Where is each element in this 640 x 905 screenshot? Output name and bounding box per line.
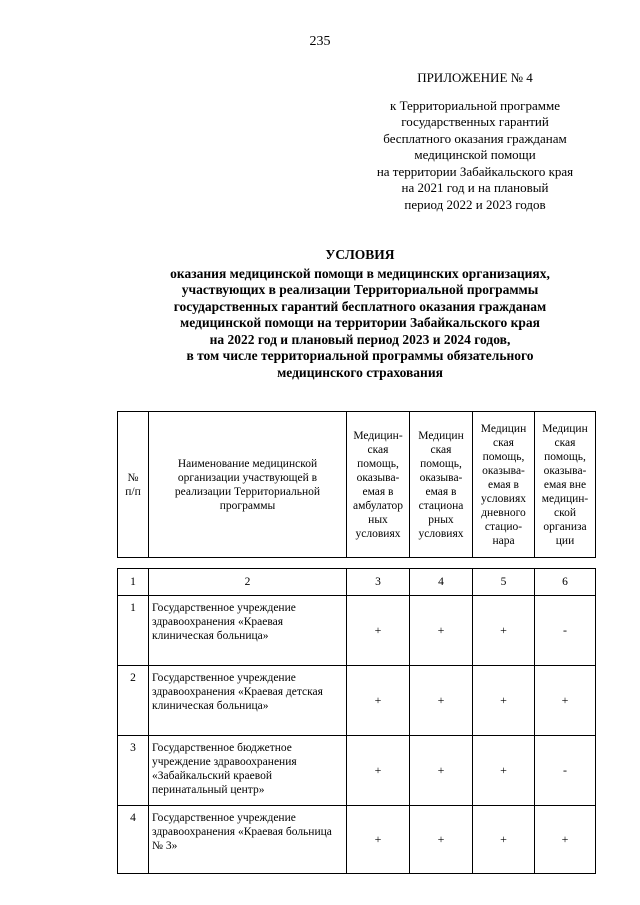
header-outside-cell xyxy=(535,412,596,558)
header-line: оказыва- xyxy=(482,464,525,477)
header-name-cell: Наименование медицинской организации участвующей в реализации Территориальной программы xyxy=(149,412,347,558)
column-number: 5 xyxy=(473,569,535,596)
organization-name: Государственное учреждение здравоохранения «Краевая клиническая больница» xyxy=(149,596,347,666)
header-line: рных xyxy=(428,513,454,526)
row-number: 3 xyxy=(118,736,149,806)
ambulatory-mark: + xyxy=(347,666,410,736)
header-line: нара xyxy=(492,534,515,547)
appendix-title: ПРИЛОЖЕНИЕ № 4 xyxy=(417,70,533,85)
appendix-block xyxy=(340,70,610,213)
day-hospital-mark: + xyxy=(473,596,535,666)
header-line: дневного xyxy=(481,506,526,519)
header-inpatient-cell xyxy=(410,412,473,558)
day-hospital-mark: + xyxy=(473,806,535,874)
header-line: организа xyxy=(543,520,587,533)
header-line: помощь, xyxy=(482,450,525,463)
header-line: ская xyxy=(493,436,514,449)
header-line: стациона xyxy=(418,499,464,512)
table-body xyxy=(117,568,596,874)
header-line: помощь, xyxy=(420,457,462,470)
header-line: амбулатор xyxy=(353,499,403,512)
organization-name: Государственное бюджетное учреждение здравоохранения «Забайкальский краевой перинатальный центр» xyxy=(149,736,347,806)
table-row xyxy=(118,666,596,736)
inpatient-mark: + xyxy=(410,596,473,666)
header-line: Медицин xyxy=(480,422,527,435)
header-line: Медицин xyxy=(542,422,588,435)
header-line: медицин- xyxy=(541,492,589,505)
organization-name: Государственное учреждение здравоохранения «Краевая больница № 3» xyxy=(149,806,347,874)
outside-mark: - xyxy=(535,736,596,806)
heading-line: на 2022 год и плановый период 2023 и 2024 годов, xyxy=(209,331,511,347)
header-num-line: № xyxy=(127,471,139,484)
outside-mark: + xyxy=(535,666,596,736)
column-number: 2 xyxy=(149,569,347,596)
header-line: ных xyxy=(368,513,388,526)
inpatient-mark: + xyxy=(410,806,473,874)
appendix-line: на 2021 год и на плановый xyxy=(401,180,549,195)
header-line: условиях xyxy=(418,527,464,540)
header-line: помощь, xyxy=(544,450,586,463)
heading-line: медицинской помощи на территории Забайкальского края xyxy=(180,315,540,330)
header-line: ции xyxy=(555,534,575,547)
header-line: емая в xyxy=(487,478,519,491)
header-num-cell xyxy=(118,412,149,558)
appendix-line: государственных гарантий xyxy=(401,114,549,129)
day-hospital-mark: + xyxy=(473,736,535,806)
heading-title: УСЛОВИЯ xyxy=(325,247,395,262)
column-number: 6 xyxy=(535,569,596,596)
appendix-line: на территории Забайкальского края xyxy=(376,163,574,179)
organization-name: Государственное учреждение здравоохранения «Краевая детская клиническая больница» xyxy=(149,666,347,736)
header-line: емая в xyxy=(362,485,394,498)
column-number: 4 xyxy=(410,569,473,596)
appendix-line: к Территориальной программе xyxy=(390,97,560,113)
header-line: оказыва- xyxy=(356,471,400,484)
header-day-hospital-cell xyxy=(473,412,535,558)
heading-line: оказания медицинской помощи в медицинских организациях, xyxy=(170,265,550,281)
day-hospital-mark: + xyxy=(473,666,535,736)
header-line: ской xyxy=(553,506,576,519)
appendix-line: период 2022 и 2023 годов xyxy=(404,196,546,212)
row-number: 2 xyxy=(118,666,149,736)
heading-line: медицинского страхования xyxy=(277,364,443,380)
ambulatory-mark: + xyxy=(347,736,410,806)
ambulatory-mark: + xyxy=(347,806,410,874)
header-line: ская xyxy=(554,436,576,449)
header-line: ская xyxy=(367,443,389,456)
header-line: помощь, xyxy=(357,457,399,470)
row-number: 4 xyxy=(118,806,149,874)
inpatient-mark: + xyxy=(410,666,473,736)
column-numbers-row xyxy=(118,569,596,596)
appendix-line: бесплатного оказания гражданам xyxy=(383,130,567,146)
header-line: оказыва- xyxy=(419,471,463,484)
table-row xyxy=(118,736,596,806)
column-number: 1 xyxy=(118,569,149,596)
table-row xyxy=(118,596,596,666)
outside-mark: + xyxy=(535,806,596,874)
appendix-line: медицинской помощи xyxy=(414,147,536,162)
header-line: емая вне xyxy=(543,478,587,491)
header-line: условиях xyxy=(355,527,401,540)
header-line: емая в xyxy=(425,485,457,498)
row-number: 1 xyxy=(118,596,149,666)
ambulatory-mark: + xyxy=(347,596,410,666)
inpatient-mark: + xyxy=(410,736,473,806)
header-ambulatory-cell xyxy=(347,412,410,558)
header-line: ская xyxy=(430,443,452,456)
header-line: условиях xyxy=(481,492,526,505)
header-line: Медицин- xyxy=(353,429,403,442)
header-line: Медицин xyxy=(418,429,464,442)
header-line: оказыва- xyxy=(543,464,587,477)
heading-line: участвующих в реализации Территориальной программы xyxy=(181,282,539,297)
header-line: стацио- xyxy=(484,520,523,533)
table-header xyxy=(117,411,596,558)
page-number: 235 xyxy=(309,34,331,49)
heading-line: в том числе территориальной программы обязательного xyxy=(186,348,534,363)
column-number: 3 xyxy=(347,569,410,596)
table-row xyxy=(118,806,596,874)
header-num-line: п/п xyxy=(125,485,141,498)
document-heading xyxy=(120,247,600,381)
heading-line: государственных гарантий бесплатного оказания гражданам xyxy=(173,298,547,314)
outside-mark: - xyxy=(535,596,596,666)
